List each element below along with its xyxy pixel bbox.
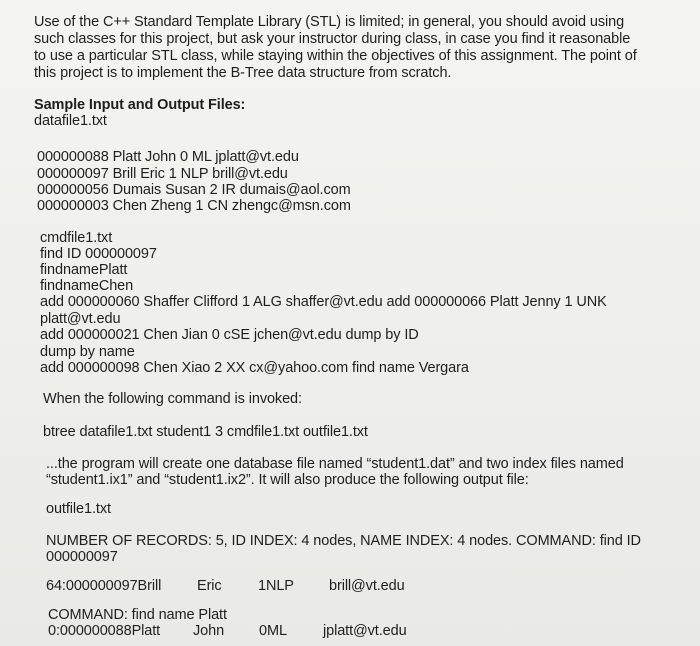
record-email: jplatt@vt.edu: [323, 623, 407, 639]
cmdfile-line: findnamePlatt: [40, 262, 128, 278]
datafile-name: datafile1.txt: [34, 113, 107, 129]
datafile-row: 000000003 Chen Zheng 1 CN zhengc@msn.com: [37, 198, 351, 214]
outfile-summary-line-2: 000000097: [46, 549, 118, 565]
cmdfile-name: cmdfile1.txt: [40, 230, 113, 246]
cmdfile-line: platt@vt.edu: [40, 311, 121, 327]
cmdfile-line: add 000000021 Chen Jian 0 cSE jchen@vt.edu dump by ID: [40, 327, 419, 343]
cmdfile-line: add 000000060 Shaffer Clifford 1 ALG shaffer@vt.edu add 000000066 Platt Jenny 1 UNK: [40, 294, 607, 310]
sample-heading: Sample Input and Output Files:: [34, 97, 246, 113]
datafile-row: 000000088 Platt John 0 ML jplatt@vt.edu: [37, 149, 299, 165]
record-email: brill@vt.edu: [329, 578, 405, 594]
intro-line-3: to use a particular STL class, while staying within the objectives of this assignment. The point of: [34, 48, 637, 64]
invoke-text: When the following command is invoked:: [43, 391, 302, 407]
intro-line-1: Use of the C++ Standard Template Library (STL) is limited; in general, you should avoid using: [34, 14, 625, 30]
record-first-name: John: [193, 623, 225, 639]
record-first-name: Eric: [197, 578, 222, 594]
program-desc-line-1: ...the program will create one database file named “student1.dat” and two index files named: [46, 456, 624, 472]
cmdfile-line: add 000000098 Chen Xiao 2 XX cx@yahoo.com find name Vergara: [40, 360, 469, 376]
outfile-command-2: COMMAND: find name Platt: [48, 607, 227, 623]
record-id-name: 64:000000097Brill: [46, 578, 162, 594]
record-id-name: 0:000000088Platt: [48, 623, 161, 639]
intro-line-4: this project is to implement the B-Tree data structure from scratch.: [34, 65, 452, 81]
outfile-name: outfile1.txt: [46, 501, 111, 517]
intro-line-2: such classes for this project, but ask your instructor during class, in case you find it reasonable: [34, 31, 631, 47]
outfile-summary-line-1: NUMBER OF RECORDS: 5, ID INDEX: 4 nodes, NAME INDEX: 4 nodes. COMMAND: find ID: [46, 533, 641, 549]
cmdfile-line: findnameChen: [40, 278, 134, 294]
record-code: 0ML: [259, 623, 287, 639]
command-line: btree datafile1.txt student1 3 cmdfile1.txt outfile1.txt: [43, 424, 368, 440]
program-desc-line-2: “student1.ix1” and “student1.ix2”. It will also produce the following output file:: [46, 472, 529, 488]
record-code: 1NLP: [258, 578, 294, 594]
cmdfile-line: dump by name: [40, 344, 135, 360]
cmdfile-line: find ID 000000097: [40, 246, 157, 262]
datafile-row: 000000056 Dumais Susan 2 IR dumais@aol.com: [37, 182, 351, 198]
datafile-row: 000000097 Brill Eric 1 NLP brill@vt.edu: [37, 166, 288, 182]
